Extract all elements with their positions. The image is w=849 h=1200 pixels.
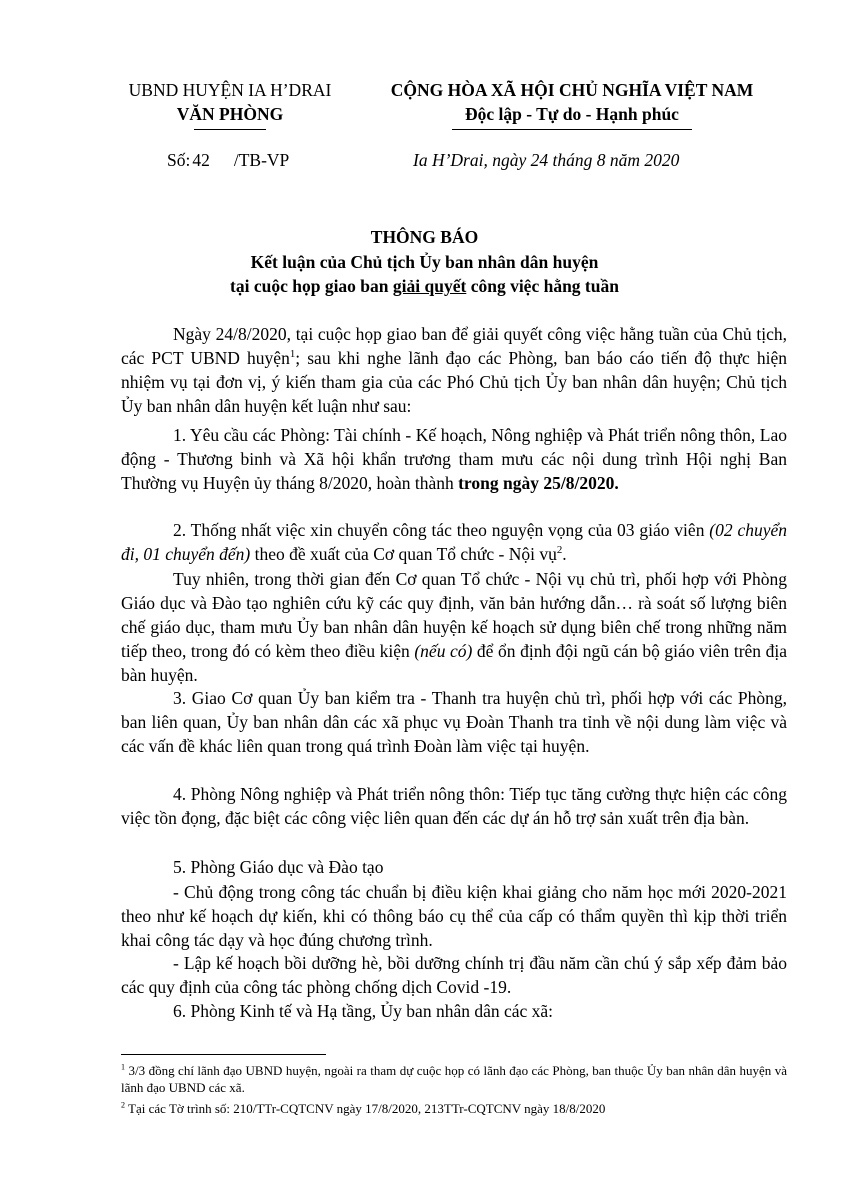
date-year: năm 2020 [609, 150, 680, 170]
item-5-b-paragraph [121, 951, 787, 999]
document-subtitle-line2 [0, 276, 849, 297]
item-1-deadline: trong ngày 25/8/2020. [458, 473, 619, 493]
date-month: 8 [596, 150, 606, 170]
item-1-paragraph [121, 423, 787, 495]
national-title: CỘNG HÒA XÃ HỘI CHỦ NGHĨA VIỆT NAM [390, 80, 754, 100]
document-number-value: 42 [192, 150, 210, 170]
footnote-1-text: 3/3 đồng chí lãnh đạo UBND huyện, ngoài ra tham dự cuộc họp có lãnh đạo các Phòng, ban thuộc Ủy ban nhân dân huyện và lãnh đạo UBND các xã. [121, 1063, 787, 1095]
item-5-a-text: - Chủ động trong công tác chuẩn bị điều kiện khai giảng cho năm học mới 2020-2021 theo như kế hoạch dự kiến, khi có thông báo cụ thể của cấp có thẩm quyền thì kịp thời triển khai công tác dạy và học đúng chương trình. [121, 882, 787, 950]
footnote-separator [121, 1054, 326, 1055]
item-3-paragraph [121, 686, 787, 758]
document-number [167, 150, 289, 171]
intro-paragraph [121, 322, 787, 418]
item-5-a-paragraph [121, 880, 787, 952]
issuing-authority: UBND HUYỆN IA H’DRAI [128, 80, 332, 100]
place-date-prefix: Ia H’Drai, ngày [413, 150, 527, 170]
item-5-text: 5. Phòng Giáo dục và Đào tạo [173, 857, 384, 877]
item-2-cont-note: (nếu có) [414, 641, 473, 661]
date-day: 24 [530, 150, 549, 170]
item-2-paragraph [121, 518, 787, 566]
item-3-text: 3. Giao Cơ quan Ủy ban kiểm tra - Thanh tra huyện chủ trì, phối hợp với các Phòng, ban liên quan, Ủy ban nhân dân các xã phục vụ Đoàn Thanh tra tỉnh về nội dung làm việc và các vấn đề khác liên quan trong quá trình Đoàn làm việc tại huyện. [121, 688, 787, 756]
issuing-office: VĂN PHÒNG [176, 104, 284, 124]
item-4-text: 4. Phòng Nông nghiệp và Phát triển nông thôn: Tiếp tục tăng cường thực hiện các công việc tồn đọng, đặc biệt các công việc liên quan đến các dự án hỗ trợ sản xuất trên địa bàn. [121, 784, 787, 828]
item-6-heading [121, 999, 787, 1023]
document-number-suffix: /TB-VP [233, 150, 290, 170]
subtitle-part-c: công việc hằng tuần [466, 276, 619, 296]
item-1-text: 1. Yêu cầu các Phòng: Tài chính - Kế hoạch, Nông nghiệp và Phát triển nông thôn, Lao động - Thương binh và Xã hội khẩn trương tham mưu các nội dung trình Hội nghị Ban Thường vụ Huyện ủy tháng 8/2020, hoàn thành [121, 425, 787, 493]
item-2-text-c: theo đề xuất của Cơ quan Tổ chức - Nội vụ [250, 544, 557, 564]
issuing-office-underline [194, 129, 266, 130]
date-month-label: tháng [552, 150, 593, 170]
item-5-heading [121, 855, 787, 879]
document-subtitle-line1: Kết luận của Chủ tịch Ủy ban nhân dân huyện [250, 252, 599, 272]
footnote-2-marker: 2 [121, 1100, 126, 1110]
item-2-text-d: . [562, 544, 567, 564]
place-and-date [413, 150, 679, 171]
national-motto-underline [452, 129, 692, 130]
footnote-2-text: Tại các Tờ trình số: 210/TTr-CQTCNV ngày 17/8/2020, 213TTr-CQTCNV ngày 18/8/2020 [125, 1101, 606, 1116]
item-6-text: 6. Phòng Kinh tế và Hạ tầng, Ủy ban nhân dân các xã: [173, 1001, 554, 1021]
footnote-1-marker: 1 [121, 1062, 126, 1072]
item-2-cont-text-c: để ổn định đội ngũ cán bộ giáo viên trên địa bàn huyện. [121, 641, 787, 685]
item-2-note: (02 chuyển đi, 01 chuyển đến) [121, 520, 787, 564]
intro-text-b: ; sau khi nghe lãnh đạo các Phòng, ban báo cáo tiến độ thực hiện nhiệm vụ tại đơn vị, ý kiến tham gia của các Phó Chủ tịch Ủy ban nhân dân huyện; Chủ tịch Ủy ban nhân dân huyện kết luận như sau: [121, 348, 787, 416]
item-5-b-text: - Lập kế hoạch bồi dưỡng hè, bồi dưỡng chính trị đầu năm cần chú ý sắp xếp đảm bảo các quy định của công tác phòng chống dịch Covid -19. [121, 953, 787, 997]
item-4-paragraph [121, 782, 787, 830]
intro-text-a: Ngày 24/8/2020, tại cuộc họp giao ban để giải quyết công việc hằng tuần của Chủ tịch, các PCT UBND huyện [121, 324, 787, 368]
footnote-2 [121, 1100, 787, 1117]
item-2-text-a: 2. Thống nhất việc xin chuyển công tác theo nguyện vọng của 03 giáo viên [173, 520, 710, 540]
item-2-cont-text-a: Tuy nhiên, trong thời gian đến Cơ quan Tổ chức - Nội vụ chủ trì, phối hợp với Phòng Giáo dục và Đào tạo nghiên cứu kỹ các quy định, văn bản hướng dẫn… rà soát số lượng biên chế giáo dục, tham mưu Ủy ban nhân dân huyện kế hoạch sử dụng biên chế trong những năm tiếp theo, trong đó có kèm theo điều kiện [121, 569, 787, 661]
subtitle-part-a: tại cuộc họp giao ban [230, 276, 393, 296]
document-number-prefix: Số: [167, 150, 191, 170]
national-motto: Độc lập - Tự do - Hạnh phúc [465, 104, 679, 124]
document-title: THÔNG BÁO [370, 227, 479, 247]
footnote-1 [121, 1062, 787, 1096]
subtitle-part-b: giải quyết [392, 276, 467, 296]
item-2-continuation-paragraph [121, 567, 787, 687]
footnote-ref-1[interactable]: 1 [289, 348, 296, 361]
footnote-ref-2[interactable]: 2 [556, 544, 563, 557]
